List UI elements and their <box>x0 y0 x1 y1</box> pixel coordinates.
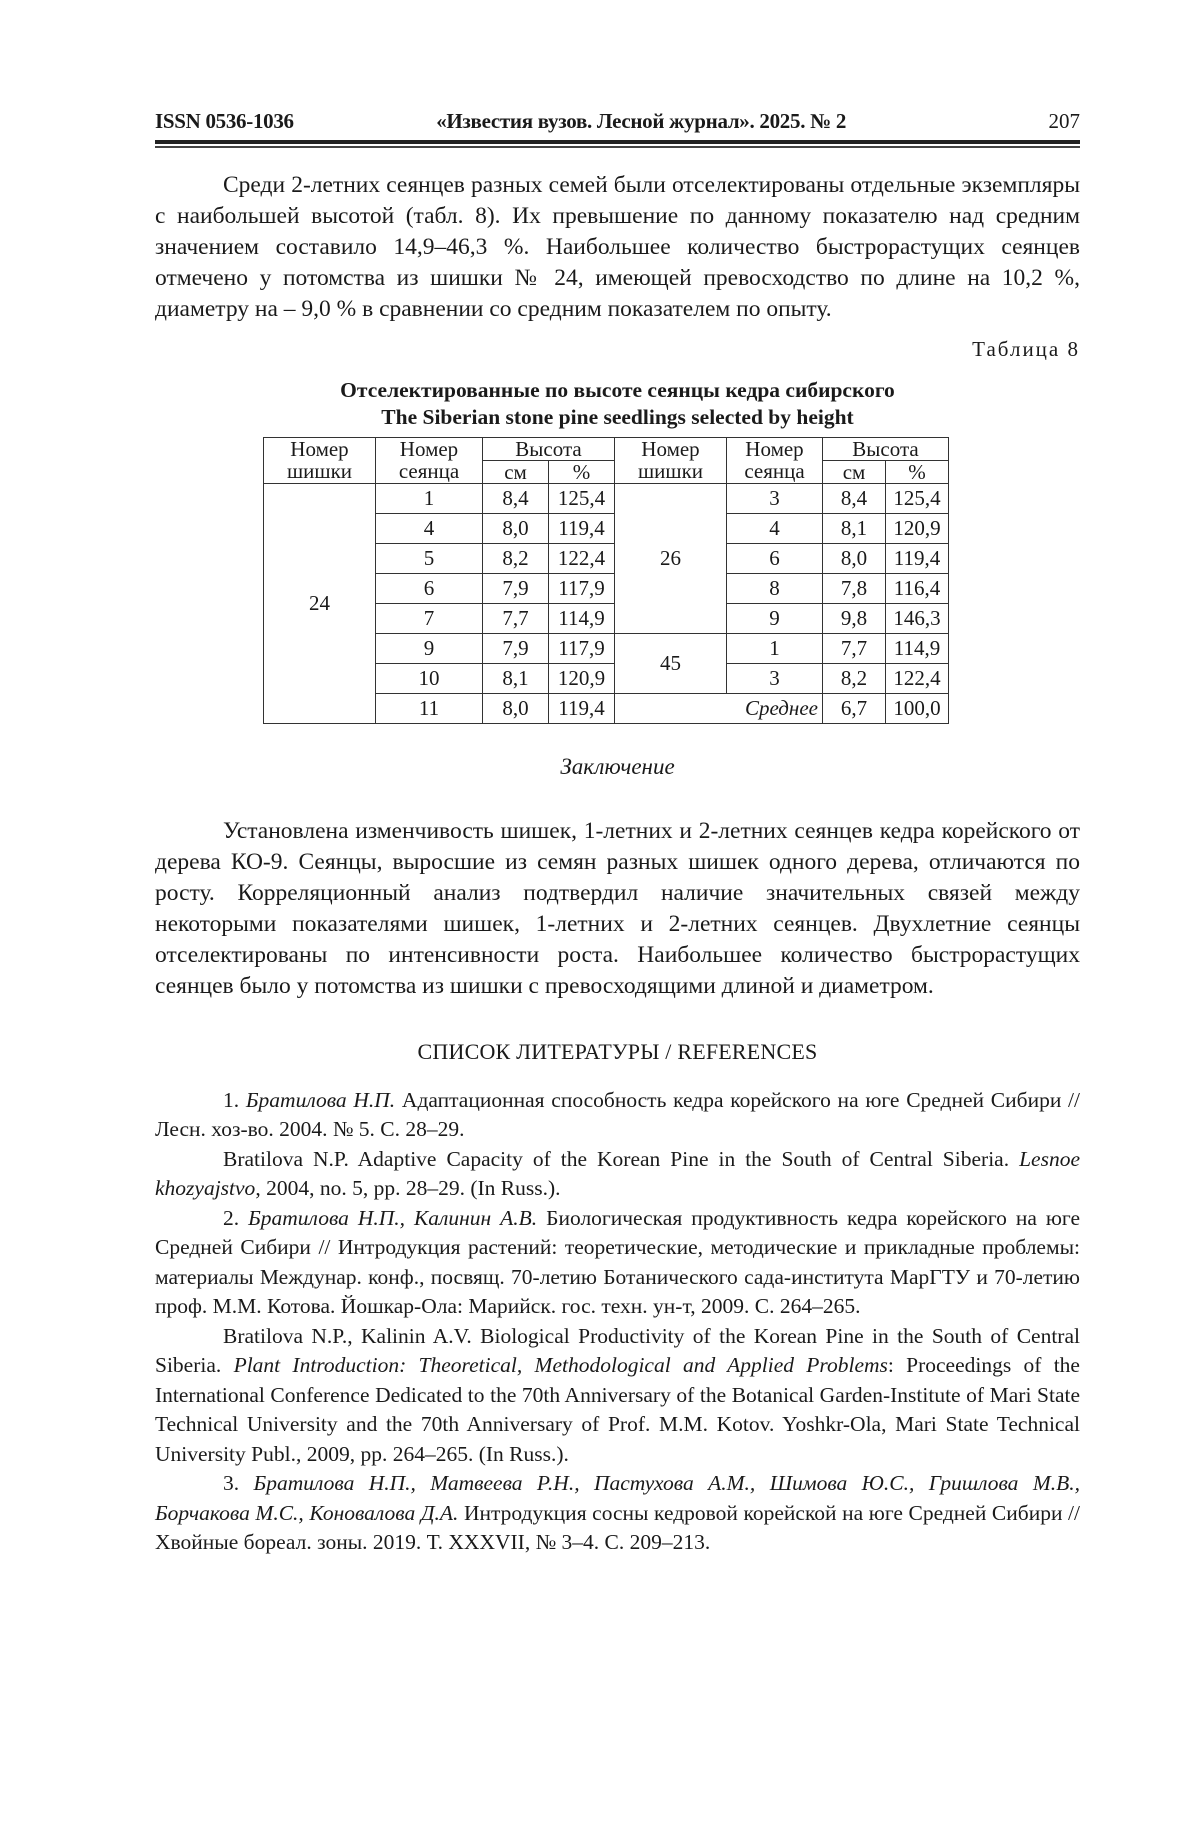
reference-item-3-ru: 3. Братилова Н.П., Матвеева Р.Н., Пастухова А.М., Шимова Ю.С., Гришлова М.В., Борчакова М.С., Коновалова Д.А. Интродукция сосны кедровой корейской на юге Средней Сибири // Хвойные бореал. зоны. 2019. Т. XXXVII, № 3–4. С. 209–213. <box>155 1471 1080 1554</box>
reference-item-1-en: Bratilova N.P. Adaptive Capacity of the Korean Pine in the South of Central Siberia. Lesnoe khozyajstvo, 2004, no. 5, pp. 28–29. (In Russ.). <box>155 1146 1080 1200</box>
pct-cell: 120,9 <box>549 663 615 693</box>
pct-cell: 122,4 <box>886 663 949 693</box>
header-rule-thin <box>155 146 1080 148</box>
cm-cell: 8,0 <box>823 543 886 573</box>
seedling-cell: 6 <box>727 543 823 573</box>
page-number: 207 <box>1048 109 1080 133</box>
cm-cell: 7,7 <box>823 633 886 663</box>
seedling-cell: 9 <box>376 633 483 663</box>
cone-cell: 26 <box>615 483 727 633</box>
cm-cell: 7,9 <box>483 573 549 603</box>
header-rule-thick <box>155 140 1080 144</box>
col-cone-number-2: Номер шишки <box>615 437 727 483</box>
pct-cell: 125,4 <box>549 483 615 513</box>
average-label: Среднее <box>615 693 823 723</box>
col-seedling-number-2: Номер сеянца <box>727 437 823 483</box>
table-title-ru: Отселектированные по высоте сеянцы кедра сибирского <box>340 377 895 402</box>
seedling-table <box>263 437 949 724</box>
pct-cell: 117,9 <box>549 633 615 663</box>
cm-cell: 8,0 <box>483 513 549 543</box>
reference-authors: Братилова Н.П., Калинин А.В. <box>248 1205 538 1230</box>
reference-source: Lesnoe khozyajstvo <box>155 1146 1080 1200</box>
cm-cell: 8,1 <box>823 513 886 543</box>
references-heading: СПИСОК ЛИТЕРАТУРЫ / REFERENCES <box>417 1038 818 1064</box>
reference-item-2-ru: 2. Братилова Н.П., Калинин А.В. Биологическая продуктивность кедра корейского на юге Средней Сибири // Интродукция растений: теоретические, методические и прикладные проблемы: материалы Междунар. конф., посвящ. 70-летию Ботанического сада-института МарГТУ и 70-летию проф. М.М. Котова. Йошкар-Ола: Марийск. гос. техн. ун-т, 2009. С. 264–265. <box>155 1205 1081 1318</box>
seedling-cell: 11 <box>376 693 483 723</box>
conclusion-heading: Заключение <box>560 753 675 779</box>
cm-cell: 8,0 <box>483 693 549 723</box>
reference-authors: Братилова Н.П., Матвеева Р.Н., Пастухова А.М., Шимова Ю.С., Гришлова М.В., Борчакова М.С., Коновалова Д.А. <box>155 1471 1080 1525</box>
col-percent: % <box>549 460 615 483</box>
cm-cell: 8,4 <box>823 483 886 513</box>
table-title-en: The Siberian stone pine seedlings selected by height <box>381 404 854 429</box>
average-pct: 100,0 <box>886 693 949 723</box>
col-height: Высота <box>483 437 615 460</box>
references-list <box>155 1086 1080 1558</box>
seedling-cell: 1 <box>727 633 823 663</box>
reference-item-1-ru: 1. Братилова Н.П. Адаптационная способность кедра корейского на юге Средней Сибири // Лесн. хоз-во. 2004. № 5. С. 28–29. <box>155 1087 1081 1141</box>
average-cm: 6,7 <box>823 693 886 723</box>
pct-cell: 146,3 <box>886 603 949 633</box>
col-cone-number: Номер шишки <box>264 437 376 483</box>
col-cm: см <box>483 460 549 483</box>
seedling-cell: 10 <box>376 663 483 693</box>
pct-cell: 120,9 <box>886 513 949 543</box>
pct-cell: 125,4 <box>886 483 949 513</box>
table-label: Таблица 8 <box>972 336 1080 361</box>
pct-cell: 119,4 <box>549 693 615 723</box>
cm-cell: 8,4 <box>483 483 549 513</box>
col-percent-2: % <box>886 460 949 483</box>
table-title <box>155 377 1080 431</box>
journal-page <box>155 108 1080 1558</box>
cm-cell: 8,1 <box>483 663 549 693</box>
seedling-cell: 3 <box>727 663 823 693</box>
seedling-cell: 7 <box>376 603 483 633</box>
journal-title: «Известия вузов. Лесной журнал». 2025. № 2 <box>436 109 847 133</box>
pct-cell: 119,4 <box>886 543 949 573</box>
cm-cell: 8,2 <box>823 663 886 693</box>
col-cm-2: см <box>823 460 886 483</box>
table-row <box>264 483 949 513</box>
seedling-cell: 9 <box>727 603 823 633</box>
col-height-2: Высота <box>823 437 949 460</box>
cm-cell: 7,9 <box>483 633 549 663</box>
cm-cell: 7,8 <box>823 573 886 603</box>
pct-cell: 119,4 <box>549 513 615 543</box>
col-seedling-number: Номер сеянца <box>376 437 483 483</box>
seedling-cell: 3 <box>727 483 823 513</box>
pct-cell: 116,4 <box>886 573 949 603</box>
seedling-cell: 4 <box>376 513 483 543</box>
seedling-cell: 8 <box>727 573 823 603</box>
cm-cell: 9,8 <box>823 603 886 633</box>
conclusion-paragraph: Установлена изменчивость шишек, 1-летних и 2-летних сеянцев кедра корейского от дерева КО-9. Сеянцы, выросшие из семян разных шишек одного дерева, отличаются по росту. Корреляционный анализ подтвердил наличие значительных связей между некоторыми показателями шишек, 1-летних и 2-летних сеянцев. Двухлетние сеянцы отселектированы по интенсивности роста. Наибольшее количество быстрорастущих сеянцев было у потомства из шишки с превосходящими длиной и диаметром. <box>155 817 1080 999</box>
reference-source: Plant Introduction: Theoretical, Methodological and Applied Problems <box>233 1353 888 1377</box>
pct-cell: 117,9 <box>549 573 615 603</box>
pct-cell: 114,9 <box>886 633 949 663</box>
cm-cell: 7,7 <box>483 603 549 633</box>
pct-cell: 122,4 <box>549 543 615 573</box>
seedling-cell: 1 <box>376 483 483 513</box>
issn: ISSN 0536-1036 <box>155 109 294 133</box>
seedling-cell: 4 <box>727 513 823 543</box>
seedling-cell: 5 <box>376 543 483 573</box>
reference-authors: Братилова Н.П. <box>245 1087 396 1112</box>
reference-item-2-en: Bratilova N.P., Kalinin A.V. Biological Productivity of the Korean Pine in the South of Central Siberia. Plant Introduction: Theoretical, Methodological and Applied Problems: Proceedings of the International Conference Dedicated to the 70th Anniversary of the Botanical Garden-Institute of Mari State Technical University and the 70th Anniversary of Prof. M.M. Kotov. Yoshkr-Ola, Mari State Technical University Publ., 2009, pp. 264–265. (In Russ.). <box>155 1323 1080 1466</box>
cone-cell: 45 <box>615 633 727 693</box>
pct-cell: 114,9 <box>549 603 615 633</box>
cone-cell: 24 <box>264 483 376 723</box>
seedling-cell: 6 <box>376 573 483 603</box>
cm-cell: 8,2 <box>483 543 549 573</box>
intro-paragraph: Среди 2-летних сеянцев разных семей были отселектированы отдельные экземпляры с наибольшей высотой (табл. 8). Их превышение по данному показателю над средним значением составило 14,9–46,3 %. Наибольшее количество быстрорастущих сеянцев отмечено у потомства из шишки № 24, имеющей превосходство по длине на 10,2 %, диаметру на – 9,0 % в сравнении со средним показателем по опыту. <box>155 171 1080 322</box>
running-header <box>155 108 1080 134</box>
